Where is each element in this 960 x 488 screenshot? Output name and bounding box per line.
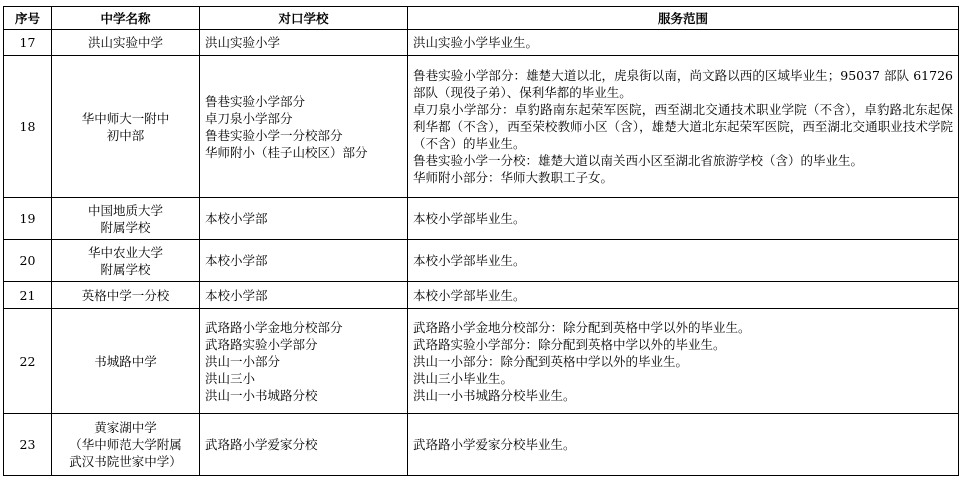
middle-school-name (52, 198, 200, 240)
feeder-line: 洪山一小书城路分校 (205, 387, 318, 403)
feeder-line: 武珞路小学爱家分校 (205, 437, 318, 452)
row-index: 18 (4, 56, 52, 198)
name-line: 英格中学一分校 (81, 287, 170, 303)
scope-line: 武珞路小学爱家分校毕业生。 (413, 437, 576, 452)
scope-line: 洪山三小毕业生。 (413, 370, 514, 386)
feeder-school-list (200, 309, 408, 414)
name-line: 武汉书院世家中学） (69, 454, 182, 469)
scope-line: 洪山一小书城路分校毕业生。 (413, 387, 576, 403)
table-row (4, 198, 959, 240)
middle-school-name (52, 56, 200, 198)
service-scope (408, 282, 959, 309)
table-body (4, 30, 959, 476)
scope-line: 武珞路小学金地分校部分：除分配到英格中学以外的毕业生。 (413, 319, 751, 335)
service-scope (408, 240, 959, 282)
service-scope (408, 414, 959, 476)
header-row (4, 7, 959, 30)
row-index: 23 (4, 414, 52, 476)
feeder-school-list (200, 56, 408, 198)
name-line: 附属学校 (100, 219, 151, 235)
scope-line: 本校小学部毕业生。 (413, 287, 526, 303)
row-index: 22 (4, 309, 52, 414)
feeder-line: 鲁巷实验小学部分 (205, 93, 306, 109)
service-scope (408, 198, 959, 240)
header-service-scope: 服务范围 (408, 7, 959, 30)
feeder-line: 华师附小（桂子山校区）部分 (205, 144, 368, 160)
name-line: 初中部 (106, 127, 145, 143)
scope-line: 本校小学部毕业生。 (413, 211, 526, 226)
scope-line: 鲁巷实验小学一分校：雄楚大道以南关西小区至湖北省旅游学校（含）的毕业生。 (413, 153, 864, 168)
row-index: 17 (4, 30, 52, 56)
middle-school-name (52, 309, 200, 414)
feeder-school-list (200, 30, 408, 56)
table-row (4, 240, 959, 282)
header-feeder-school: 对口学校 (200, 7, 408, 30)
table-header (4, 7, 959, 30)
header-index: 序号 (4, 7, 52, 30)
table-row (4, 30, 959, 56)
feeder-school-list (200, 240, 408, 282)
name-line: 附属学校 (100, 261, 151, 277)
scope-line: 本校小学部毕业生。 (413, 253, 526, 268)
scope-line: 华师附小部分：华师大教职工子女。 (413, 170, 614, 185)
middle-school-name (52, 240, 200, 282)
scope-line: 鲁巷实验小学部分：雄楚大道以北，虎泉街以南，尚文路以西的区域毕业生；95037 部队 61726 部队（现役子弟）、保利华都的毕业生。 (413, 68, 953, 100)
row-index: 21 (4, 282, 52, 309)
table-row (4, 414, 959, 476)
name-line: 华中农业大学 (87, 244, 163, 260)
feeder-line: 洪山实验小学 (205, 35, 281, 50)
feeder-school-list (200, 414, 408, 476)
service-scope (408, 309, 959, 414)
service-scope (408, 30, 959, 56)
school-assignment-table (3, 6, 959, 476)
name-line: 书城路中学 (94, 353, 157, 369)
service-scope (408, 56, 959, 198)
scope-line: 洪山一小部分：除分配到英格中学以外的毕业生。 (413, 353, 689, 369)
feeder-school-list (200, 198, 408, 240)
scope-line: 卓刀泉小学部分：卓豹路南东起荣军医院，西至湖北交通技术职业学院（不含），卓豹路北东起保利华都（不含），西至荣校教师小区（含），雄楚大道北东起荣军医院，西至湖北交通职业技术学院（不含）的毕业生。 (413, 102, 953, 151)
feeder-line: 洪山一小部分 (205, 353, 281, 369)
feeder-line: 洪山三小 (205, 370, 256, 386)
scope-line: 武珞路实验小学部分：除分配到英格中学以外的毕业生。 (413, 336, 726, 352)
table-row (4, 309, 959, 414)
feeder-line: 卓刀泉小学部分 (205, 110, 293, 126)
row-index: 20 (4, 240, 52, 282)
feeder-line: 武珞路实验小学部分 (205, 336, 318, 352)
name-line: 黄家湖中学 (94, 420, 157, 435)
name-line: （华中师范大学附属 (69, 437, 182, 452)
feeder-line: 本校小学部 (205, 287, 268, 303)
row-index: 19 (4, 198, 52, 240)
feeder-line: 本校小学部 (205, 253, 268, 268)
feeder-line: 武珞路小学金地分校部分 (205, 319, 343, 335)
middle-school-name (52, 30, 200, 56)
middle-school-name (52, 282, 200, 309)
feeder-school-list (200, 282, 408, 309)
name-line: 洪山实验中学 (87, 35, 163, 50)
name-line: 华中师大一附中 (81, 110, 170, 126)
name-line: 中国地质大学 (87, 202, 163, 218)
scope-line: 洪山实验小学毕业生。 (413, 35, 539, 50)
feeder-line: 鲁巷实验小学一分校部分 (205, 127, 343, 143)
feeder-line: 本校小学部 (205, 211, 268, 226)
header-middle-school: 中学名称 (52, 7, 200, 30)
table-row (4, 282, 959, 309)
table-row (4, 56, 959, 198)
middle-school-name (52, 414, 200, 476)
